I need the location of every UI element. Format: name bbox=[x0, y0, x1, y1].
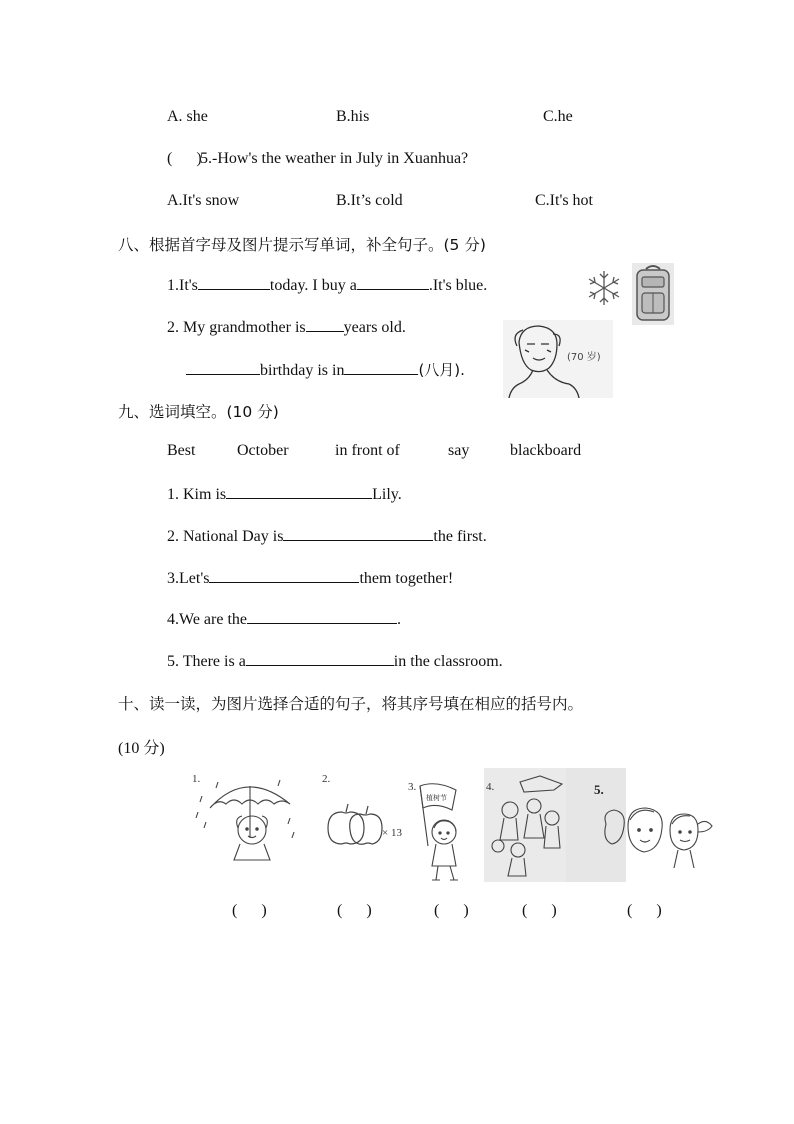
s9-item-4 bbox=[167, 609, 401, 629]
q5-option-a: A.It's snow bbox=[167, 192, 240, 209]
blank-field[interactable] bbox=[198, 275, 270, 290]
s9-item-post: them together! bbox=[359, 570, 454, 587]
answer-paren-2[interactable]: ( ) bbox=[337, 902, 372, 919]
s9-item-pre: 5. There is a bbox=[167, 653, 246, 670]
age-label: (70 岁) bbox=[567, 352, 601, 363]
s9-item-post: . bbox=[397, 611, 401, 628]
apples-picture bbox=[320, 768, 406, 864]
q4-option-a: A. she bbox=[167, 108, 208, 125]
section9-heading: 九、选词填空。(10 分) bbox=[118, 403, 279, 421]
blank-field[interactable] bbox=[247, 609, 397, 624]
s8-line3 bbox=[186, 359, 465, 380]
s8-line2-a: 2. My grandmother is bbox=[167, 319, 306, 336]
blank-field[interactable] bbox=[306, 317, 344, 332]
s9-item-1 bbox=[167, 484, 402, 504]
s9-item-pre: 2. National Day is bbox=[167, 528, 284, 545]
s8-line2-b: years old. bbox=[343, 319, 406, 336]
blank-field[interactable] bbox=[357, 275, 429, 290]
children-group-picture bbox=[484, 768, 566, 882]
apple-count: × 13 bbox=[382, 827, 402, 839]
blank-field[interactable] bbox=[344, 360, 418, 375]
blank-field[interactable] bbox=[186, 360, 260, 375]
grandmother-picture bbox=[503, 320, 613, 398]
s8-line2 bbox=[167, 317, 406, 337]
s9-item-pre: 4.We are the bbox=[167, 611, 247, 628]
blank-field[interactable] bbox=[226, 484, 372, 499]
picture-number: 5. bbox=[594, 782, 604, 797]
s9-item-pre: 1. Kim is bbox=[167, 486, 227, 503]
faces-picture bbox=[566, 768, 722, 882]
s8-line3-b: birthday is in bbox=[260, 362, 345, 379]
q4-option-b: B.his bbox=[336, 108, 370, 125]
word-bank-item: blackboard bbox=[510, 442, 582, 459]
word-bank-item: say bbox=[448, 442, 470, 459]
flag-girl-picture bbox=[406, 776, 480, 886]
blank-field[interactable] bbox=[209, 568, 359, 583]
word-bank-item: in front of bbox=[335, 442, 400, 459]
s9-item-2 bbox=[167, 526, 487, 546]
picture-number: 1. bbox=[192, 773, 201, 785]
s9-item-post: the first. bbox=[433, 528, 487, 545]
picture-number: 4. bbox=[486, 781, 495, 793]
section10-heading: 十、读一读，为图片选择合适的句子，将其序号填在相应的括号内。 bbox=[118, 695, 584, 713]
s9-item-post: in the classroom. bbox=[393, 653, 503, 670]
word-bank-item: October bbox=[237, 442, 289, 459]
section8-heading: 八、根据首字母及图片提示写单词，补全句子。(5 分) bbox=[118, 236, 486, 254]
q4-option-c: C.he bbox=[543, 108, 573, 125]
word-bank-item: Best bbox=[167, 442, 196, 459]
s9-item-pre: 3.Let's bbox=[167, 570, 210, 587]
picture-number: 3. bbox=[408, 781, 417, 793]
snowflake-icon bbox=[586, 268, 622, 308]
s8-line1 bbox=[167, 275, 487, 295]
s9-item-post: Lily. bbox=[372, 486, 402, 503]
blank-field[interactable] bbox=[283, 526, 433, 541]
picture-number: 2. bbox=[322, 773, 331, 785]
rain-umbrella-picture bbox=[190, 768, 302, 864]
section10-score: (10 分) bbox=[118, 740, 165, 757]
q5-question: 5.-How's the weather in July in Xuanhua? bbox=[200, 150, 469, 167]
s8-line1-b: today. I buy a bbox=[269, 277, 357, 294]
answer-paren-4[interactable]: ( ) bbox=[522, 902, 557, 919]
s9-item-3 bbox=[167, 568, 453, 588]
answer-paren-1[interactable]: ( ) bbox=[232, 902, 267, 919]
q5-paren: ( ) bbox=[167, 150, 202, 167]
s8-line1-a: 1.It's bbox=[167, 277, 198, 294]
s8-line1-c: .It's blue. bbox=[428, 277, 488, 294]
backpack-icon bbox=[632, 263, 674, 325]
answer-paren-5[interactable]: ( ) bbox=[627, 902, 662, 919]
s9-item-5 bbox=[167, 651, 503, 671]
answer-paren-3[interactable]: ( ) bbox=[434, 902, 469, 919]
blank-field[interactable] bbox=[246, 651, 394, 666]
s8-line3-c: (八月). bbox=[418, 361, 465, 379]
q5-option-b: B.It’s cold bbox=[336, 192, 403, 209]
flag-text: 植树节 bbox=[426, 794, 447, 802]
q5-option-c: C.It's hot bbox=[535, 192, 593, 209]
